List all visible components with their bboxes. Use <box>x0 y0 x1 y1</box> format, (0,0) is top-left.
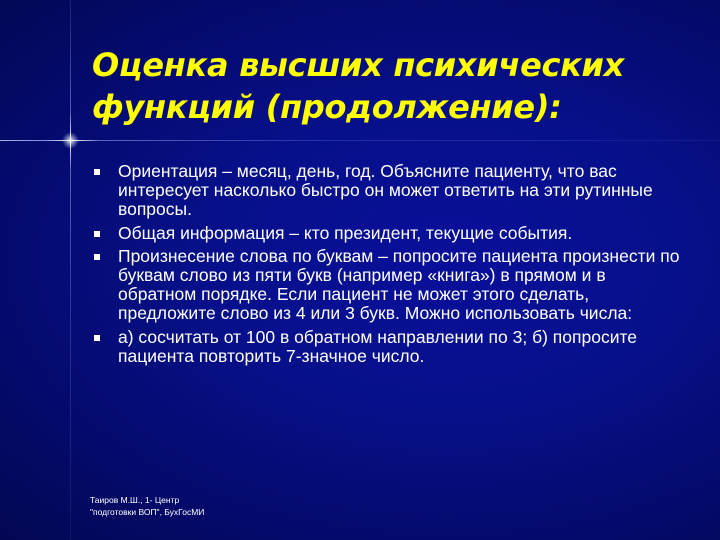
sparkle-horizontal-ray <box>44 140 100 141</box>
square-bullet-icon <box>94 231 100 237</box>
square-bullet-icon <box>94 254 100 260</box>
square-bullet-icon <box>94 335 100 341</box>
footer-line-2: "подготовки ВОП", БухГосМИ <box>90 507 205 517</box>
slide-title-line-2: функций (продолжение): <box>92 88 562 126</box>
bullet-item-general-info <box>92 224 682 243</box>
bullet-item-orientation <box>92 162 682 220</box>
bullet-item-counting <box>92 328 682 366</box>
bullet-text: а) сосчитать от 100 в обратном направлении по 3; б) попросите пациента повторить 7-значное число. <box>118 326 638 366</box>
slide-title-line-1: Оценка высших психических <box>92 46 625 84</box>
sparkle-vertical-ray <box>70 112 71 170</box>
footer-line-1: Таиров М.Ш., 1- Центр <box>90 495 180 505</box>
footer-credit <box>90 494 204 518</box>
bullet-item-spelling <box>92 247 682 324</box>
bullet-text: Ориентация – месяц, день, год. Объясните пациенту, что вас интересует насколько быстро он может ответить на эти рутинные вопросы. <box>118 161 653 220</box>
slide-title <box>92 44 702 128</box>
bullet-list <box>92 162 682 370</box>
square-bullet-icon <box>94 169 100 175</box>
decorative-vertical-line <box>70 0 71 540</box>
bullet-text: Общая информация – кто президент, текущие события. <box>118 222 573 243</box>
decorative-horizontal-line <box>0 140 720 141</box>
bullet-text: Произнесение слова по буквам – попросите пациента произнести по буквам слово из пяти букв (например «книга») в прямом и в обратном порядке. Если пациент не может этого сделать, предложите слово из 4 или 3 букв. Можно использовать числа: <box>118 245 680 324</box>
